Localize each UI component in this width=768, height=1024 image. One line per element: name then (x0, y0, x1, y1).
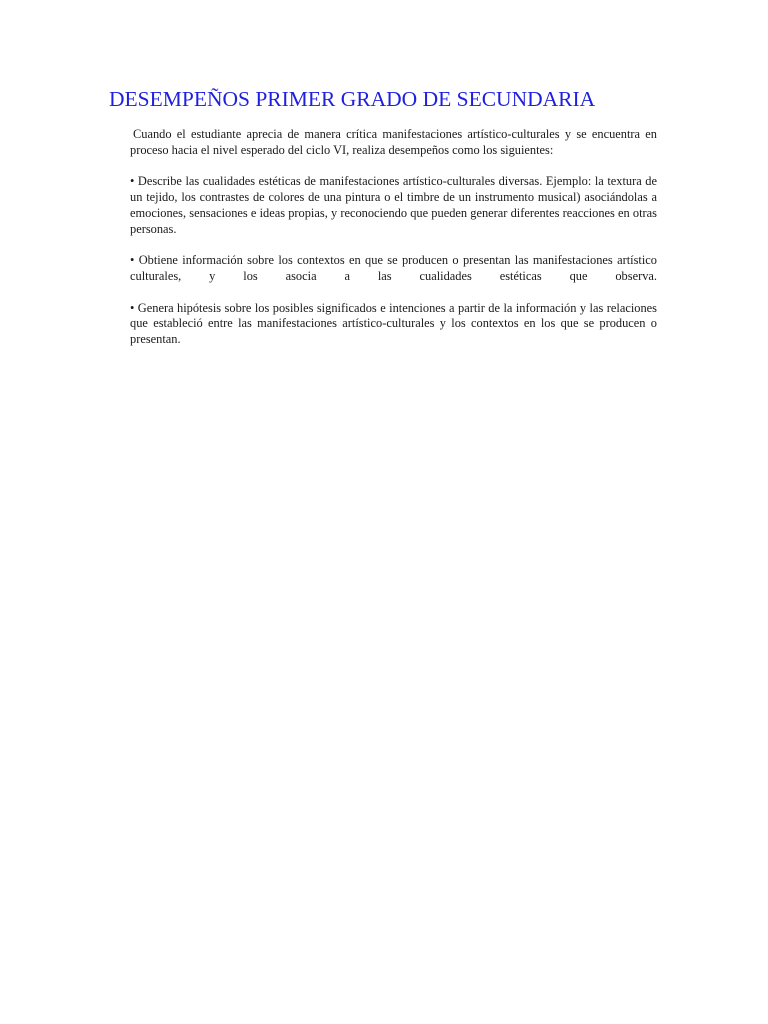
document-body (130, 127, 657, 364)
bullet-obtain-information: • Obtiene información sobre los contextos en que se producen o presentan las manifestaciones artístico culturales, y los asocia a las cualidades estéticas que observa. (130, 253, 657, 283)
bullet-describe-qualities: • Describe las cualidades estéticas de manifestaciones artístico-culturales diversas. Ejemplo: la textura de un tejido, los contrastes de colores de una pintura o el timbre de un instrumento musical) asociándolas a emociones, sensaciones e ideas propias, y reconociendo que pueden generar diferentes reacciones en otras personas. (130, 174, 657, 236)
intro-paragraph: Cuando el estudiante aprecia de manera crítica manifestaciones artístico-culturales y se encuentra en proceso hacia el nivel esperado del ciclo VI, realiza desempeños como los siguientes: (130, 127, 657, 157)
page-title: DESEMPEÑOS PRIMER GRADO DE SECUNDARIA (109, 87, 596, 111)
bullet-generate-hypothesis: • Genera hipótesis sobre los posibles significados e intenciones a partir de la información y las relaciones que estableció entre las manifestaciones artístico-culturales y los contextos en los que se producen o presentan. (130, 300, 657, 347)
